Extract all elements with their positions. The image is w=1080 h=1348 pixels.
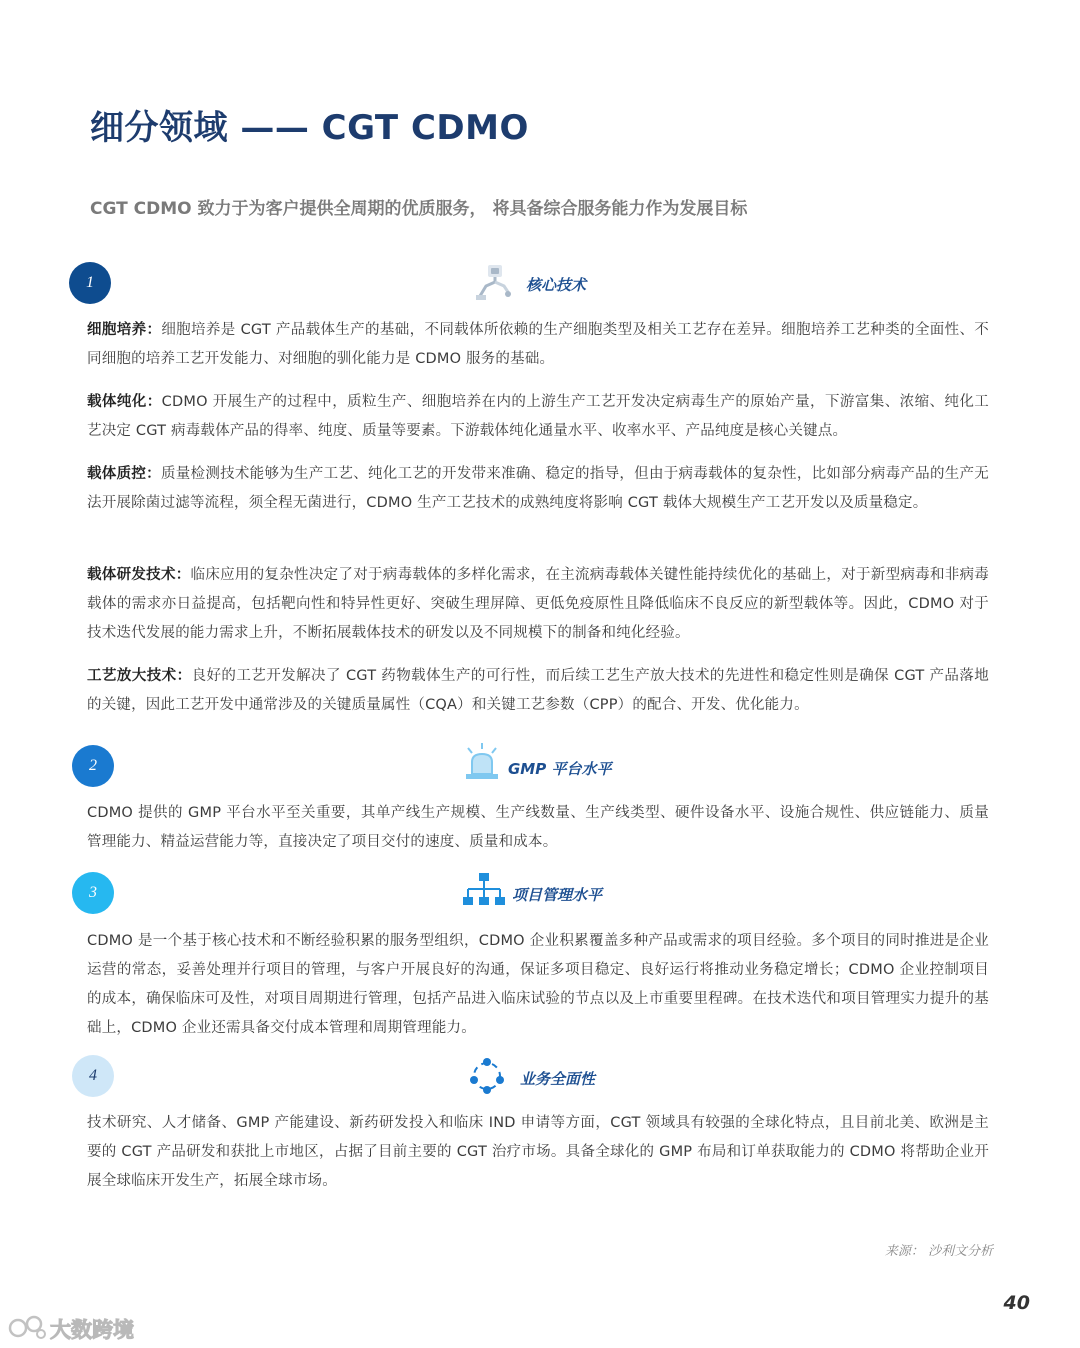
section-heading-label: 项目管理水平 [512, 886, 603, 904]
page-subtitle: CGT CDMO 致力于为客户提供全周期的优质服务， 将具备综合服务能力作为发展目标 [90, 199, 748, 219]
paragraph-gmp [87, 799, 989, 857]
paragraph-business-scope [87, 1109, 989, 1196]
cycle-nodes-icon [465, 1056, 509, 1096]
section-heading-label: 核心技术 [526, 276, 587, 294]
watermark [8, 1312, 148, 1344]
section-heading-project-mgmt [0, 871, 1080, 911]
section-number: 3 [89, 884, 97, 901]
paragraph-lead: 载体质控： [87, 466, 161, 482]
paragraph-text: 良好的工艺开发解决了 CGT 药物载体生产的可行性，而后续工艺生产放大技术的先进性和稳定性则是确保 CGT 产品落地的关键，因此工艺开发中通常涉及的关键质量属性（CQA）和关键工艺参数（CPP）的配合、开发、优化能力。 [87, 668, 990, 713]
paragraph-lead: 工艺放大技术： [87, 668, 192, 684]
section-number: 1 [86, 274, 94, 291]
paragraph-project-mgmt [87, 927, 989, 1043]
section-number: 2 [89, 757, 97, 774]
source-note: 来源： 沙利文分析 [884, 1244, 993, 1259]
paragraph-cell-culture [87, 316, 989, 374]
section-heading-label: 业务全面性 [520, 1070, 596, 1088]
paragraph-text: 技术研究、人才储备、GMP 产能建设、新药研发投入和临床 IND 申请等方面，CGT 领域具有较强的全球化特点，且目前北美、欧洲是主要的 CGT 产品研发和获批上市地区，占据了目前主要的 CGT 治疗市场。具备全球化的 GMP 布局和订单获取能力的 CDMO 将帮助企业开展全球临床开发生产，拓展全球市场。 [87, 1115, 989, 1189]
watermark-logo-icon [8, 1314, 48, 1342]
robot-arm-icon [474, 262, 518, 302]
paragraph-lead: 载体研发技术： [87, 567, 191, 583]
section-heading-gmp [0, 742, 1080, 782]
section-number: 4 [89, 1067, 97, 1084]
paragraph-text: CDMO 提供的 GMP 平台水平至关重要，其单产线生产规模、生产线数量、生产线类型、硬件设备水平、设施合规性、供应链能力、质量管理能力、精益运营能力等，直接决定了项目交付的速度、质量和成本。 [87, 805, 989, 850]
paragraph-vector-qc [87, 460, 989, 518]
page-number: 40 [1003, 1292, 1030, 1314]
org-chart-icon [462, 871, 506, 911]
paragraph-lead: 细胞培养： [87, 322, 162, 338]
section-heading-core-tech [0, 262, 1080, 302]
paragraph-text: CDMO 是一个基于核心技术和不断经验积累的服务型组织，CDMO 企业积累覆盖多种产品或需求的项目经验。多个项目的同时推进是企业运营的常态，妥善处理并行项目的管理，与客户开展良好的沟通，保证多项目稳定、良好运行将推动业务稳定增长；CDMO 企业控制项目的成本，确保临床可及性，对项目周期进行管理，包括产品进入临床试验的节点以及上市重要里程碑。在技术迭代和项目管理实力提升的基础上，CDMO 企业还需具备交付成本管理和周期管理能力。 [87, 933, 989, 1036]
alarm-light-icon [460, 742, 504, 782]
paragraph-text: 临床应用的复杂性决定了对于病毒载体的多样化需求，在主流病毒载体关键性能持续优化的基础上，对于新型病毒和非病毒载体的需求亦日益提高，包括靶向性和特异性更好、突破生理屏障、更低免疫原性且降低临床不良反应的新型载体等。因此，CDMO 对于技术迭代发展的能力需求上升，不断拓展载体技术的研发以及不同规模下的制备和纯化经验。 [87, 567, 990, 641]
paragraph-text: 质量检测技术能够为生产工艺、纯化工艺的开发带来准确、稳定的指导，但由于病毒载体的复杂性，比如部分病毒产品的生产无法开展除菌过滤等流程，须全程无菌进行，CDMO 生产工艺技术的成熟纯度将影响 CGT 载体大规模生产工艺开发以及质量稳定。 [87, 466, 990, 511]
paragraph-text: CDMO 开展生产的过程中，质粒生产、细胞培养在内的上游生产工艺开发决定病毒生产的原始产量，下游富集、浓缩、纯化工艺决定 CGT 病毒载体产品的得率、纯度、质量等要素。下游载体纯化通量水平、收率水平、产品纯度是核心关键点。 [87, 394, 990, 439]
section-heading-label: GMP 平台水平 [508, 760, 612, 778]
paragraph-vector-purification [87, 388, 989, 446]
page-title: 细分领域 —— CGT CDMO [90, 108, 529, 148]
paragraph-process-scaleup [87, 662, 989, 720]
paragraph-lead: 载体纯化： [87, 394, 162, 410]
section-heading-business-scope [0, 1056, 1080, 1096]
paragraph-vector-rd [87, 561, 989, 648]
watermark-text: 大数跨境 [50, 1318, 134, 1342]
paragraph-text: 细胞培养是 CGT 产品载体生产的基础，不同载体所依赖的生产细胞类型及相关工艺存在差异。细胞培养工艺种类的全面性、不同细胞的培养工艺开发能力、对细胞的驯化能力是 CDMO 服务的基础。 [87, 322, 990, 367]
